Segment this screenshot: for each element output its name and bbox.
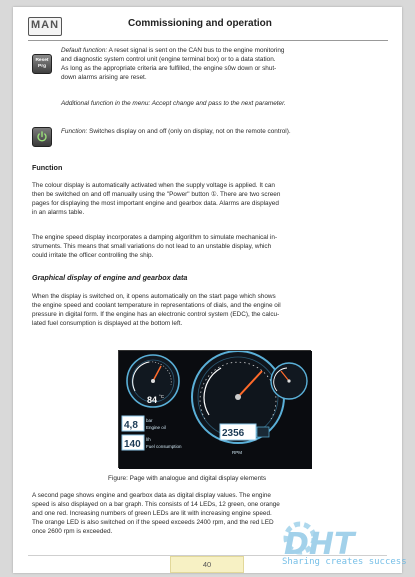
- text-line: The engine speed display incorporates a damping algorithm to simulate mechanical in-: [32, 234, 278, 241]
- text-line: pressure in digital form. If the engine has an electronic control system (EDC), the calcu-: [32, 310, 280, 318]
- logo-text: MAN: [30, 19, 60, 31]
- page-header: [13, 7, 402, 41]
- temperature-unit: °C: [159, 394, 165, 399]
- power-icon: [36, 131, 48, 143]
- reset-line3: As long as the appropriate criteria are fulfilled, the engine s0w down or shut-: [61, 64, 277, 72]
- text-line: speed is also displayed on a bar graph. This consists of 14 LEDs, 12 green, one orange: [32, 500, 280, 508]
- text-line: A second page shows engine and gearbox data as digital display values. The engine: [32, 492, 271, 499]
- reset-icon-label: Reset: [35, 58, 49, 63]
- figure-caption: Figure: Page with analogue and digital display elements: [108, 475, 267, 482]
- power-description: [61, 128, 391, 137]
- man-logo: [28, 17, 62, 36]
- oil-value: 4,8: [124, 420, 138, 431]
- oil-label: Engine oil: [146, 425, 166, 430]
- graphical-paragraph: [32, 293, 387, 329]
- manual-page: [13, 7, 402, 573]
- fuel-unit: l/h: [146, 437, 151, 442]
- watermark-text: Sharing creates success: [282, 557, 407, 567]
- text-line: When the display is switched on, it opens automatically on the start page which shows: [32, 293, 276, 300]
- second-page-paragraph: [32, 492, 387, 537]
- page-title: Commissioning and operation: [128, 18, 272, 29]
- text-line: struments. This means that small variations do not lead to an unstable display, which: [32, 242, 272, 250]
- text-line: could irritate the officer controlling the ship.: [32, 251, 154, 259]
- graphical-display-heading: Graphical display of engine and gearbox data: [32, 273, 188, 282]
- page-number: 40: [202, 560, 212, 569]
- temperature-value: 84: [147, 395, 158, 405]
- text-line: the engine speed and coolant temperature in representations of dials, and the engine oil: [32, 301, 281, 309]
- text-line: in an alarms table.: [32, 208, 85, 216]
- reset-line2: and diagnostic system control unit (engine terminal box) or to a data station.: [61, 55, 276, 63]
- reset-menu-function: Additional function in the menu: Accept change and pass to the next parameter.: [61, 100, 286, 107]
- text-line: The colour display is automatically activated when the supply voltage is applied. It can: [32, 182, 275, 189]
- rpm-unit: RPM: [232, 450, 242, 455]
- reset-description: [61, 47, 391, 83]
- function-label: Function:: [61, 128, 88, 135]
- display-figure: [118, 350, 311, 468]
- text-line: pages for displaying the most important engine and gearbox data. Alarms are displayed: [32, 199, 279, 207]
- text-line: then be switched on and off manually using the "Power" button ①. There are two screen: [32, 190, 281, 198]
- svg-text:DHT: DHT: [284, 527, 355, 562]
- reset-line1: A reset signal is sent on the CAN bus to the engine monitoring: [107, 47, 285, 54]
- function-paragraph-1: [32, 182, 387, 218]
- fuel-label: Fuel consumption: [146, 444, 182, 449]
- text-line: and one red. Increasing numbers of green LEDs are lit with increasing engine speed.: [32, 509, 272, 517]
- text-line: The orange LED is also switched on if the speed exceeds 2400 rpm, and the red LED: [32, 518, 274, 526]
- page-number-bar: [170, 556, 244, 573]
- function-paragraph-2: [32, 234, 387, 261]
- rpm-value: 2356: [222, 428, 245, 439]
- function-heading: Function: [32, 163, 63, 172]
- reset-line4: down alarms arising are reset.: [61, 73, 147, 81]
- text-line: once 2600 rpm is exceeded.: [32, 527, 113, 535]
- display-screen-illustration: [119, 351, 312, 469]
- reset-prg-button-icon: [32, 54, 52, 74]
- oil-unit: bar: [146, 418, 153, 423]
- power-button-icon: [32, 127, 52, 147]
- text-line: lated fuel consumption is displayed at the bottom left.: [32, 319, 183, 327]
- header-divider: [28, 40, 388, 41]
- fuel-value: 140: [124, 439, 141, 450]
- power-text: Switches display on and off (only on display, not on the remote control).: [87, 128, 291, 135]
- prg-icon-label: Prg: [38, 64, 46, 69]
- default-function-label: Default function:: [61, 47, 108, 54]
